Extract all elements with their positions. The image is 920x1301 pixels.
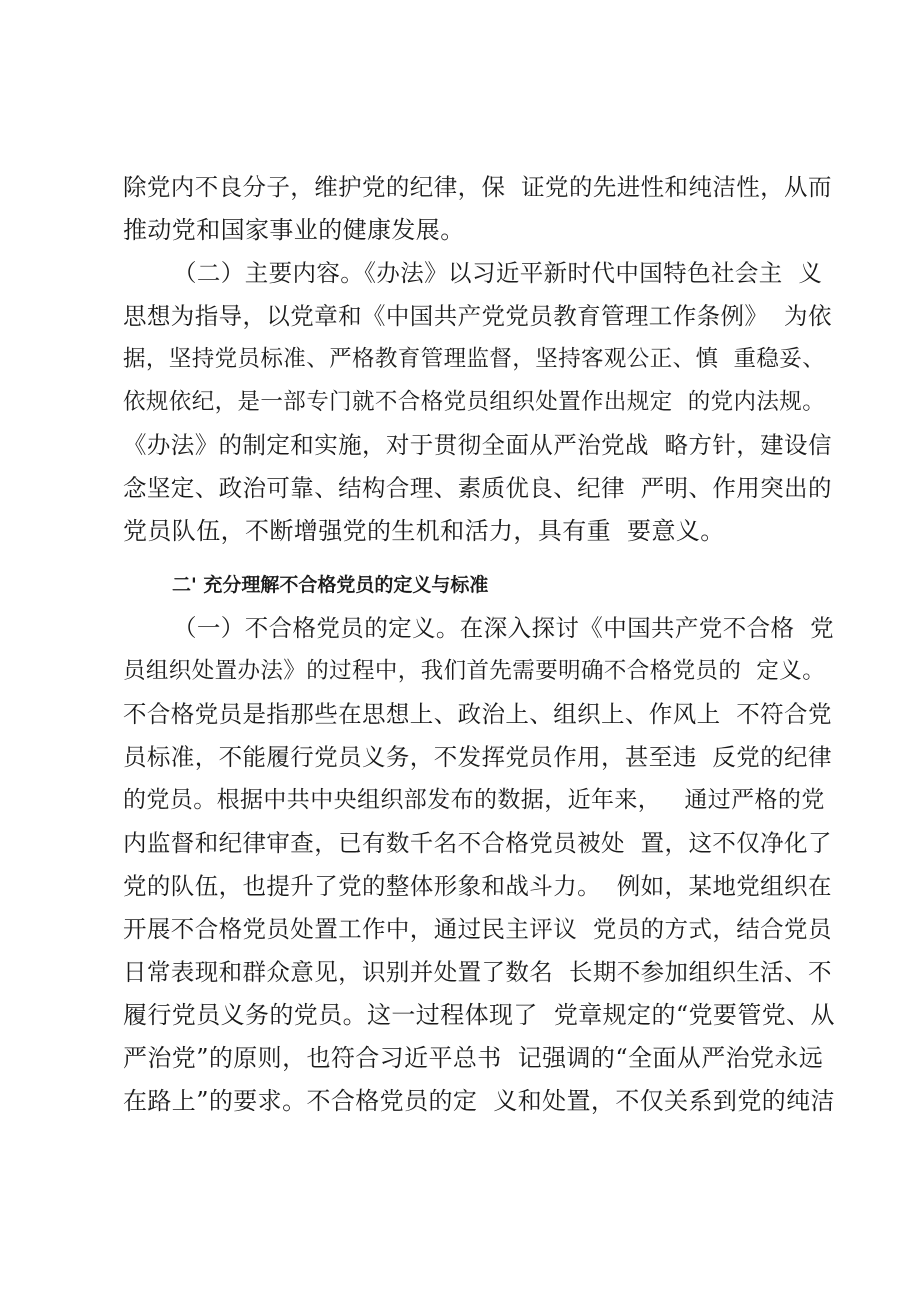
paragraph-line: 员标准，不能履行党员义务，不发挥党员作用，甚至违 反党的纪律 [123,743,832,771]
paragraph-line: 不合格党员是指那些在思想上、政治上、组织上、作风上 不符合党 [123,700,832,728]
paragraph-line: 推动党和国家事业的健康发展。 [123,216,465,244]
paragraph-line: 念坚定、政治可靠、结构合理、素质优良、纪律 严明、作用突出的 [123,474,832,502]
paragraph-line: 内监督和纪律审查，已有数千名不合格党员被处 置，这不仅净化了 [123,829,832,857]
paragraph-line: （二）主要内容。《办法》以习近平新时代中国特色社会主 义 [173,259,823,287]
paragraph-line: 在路上”的要求。不合格党员的定 义和处置，不仅关系到党的纯洁 [123,1087,835,1115]
paragraph-line: 《办法》的制定和实施，对于贯彻全面从严治党战 略方针，建设信 [123,431,832,459]
paragraph-line: 员组织处置办法》的过程中，我们首先需要明确不合格党员的 定义。 [123,658,826,684]
paragraph-line: 党员队伍，不断增强党的生机和活力，具有重 要意义。 [123,517,725,545]
paragraph-line: 据，坚持党员标准、严格教育管理监督，坚持客观公正、慎 重稳妥、 [123,346,826,372]
section-heading: 二' 充分理解不合格党员的定义与标准 [172,574,489,596]
paragraph-line: 的党员。根据中共中央组织部发布的数据，近年来， 通过严格的党 [123,787,825,813]
paragraph-line: 开展不合格党员处置工作中，通过民主评议 党员的方式，结合党员 [123,915,832,943]
paragraph-line: 严治党”的原则，也符合习近平总书 记强调的“全面从严治党永远 [123,1044,824,1072]
paragraph-line: 除党内不良分子，维护党的纪律，保 证党的先进性和纯洁性，从而 [123,173,832,201]
paragraph-line: 依规依纪，是一部专门就不合格党员组织处置作出规定 的党内法规。 [123,389,826,415]
paragraph-line: （一）不合格党员的定义。在深入探讨《中国共产党不合格 党 [173,614,835,642]
paragraph-line: 履行党员义务的党员。这一过程体现了 党章规定的“党要管党、从 [123,1001,835,1029]
paragraph-line: 日常表现和群众意见，识别并处置了数名 长期不参加组织生活、不 [123,958,832,986]
paragraph-line: 党的队伍，也提升了党的整体形象和战斗力。 例如，某地党组织在 [123,872,832,900]
paragraph-line: 思想为指导，以党章和《中国共产党党员教育管理工作条例》 为依 [123,302,832,330]
